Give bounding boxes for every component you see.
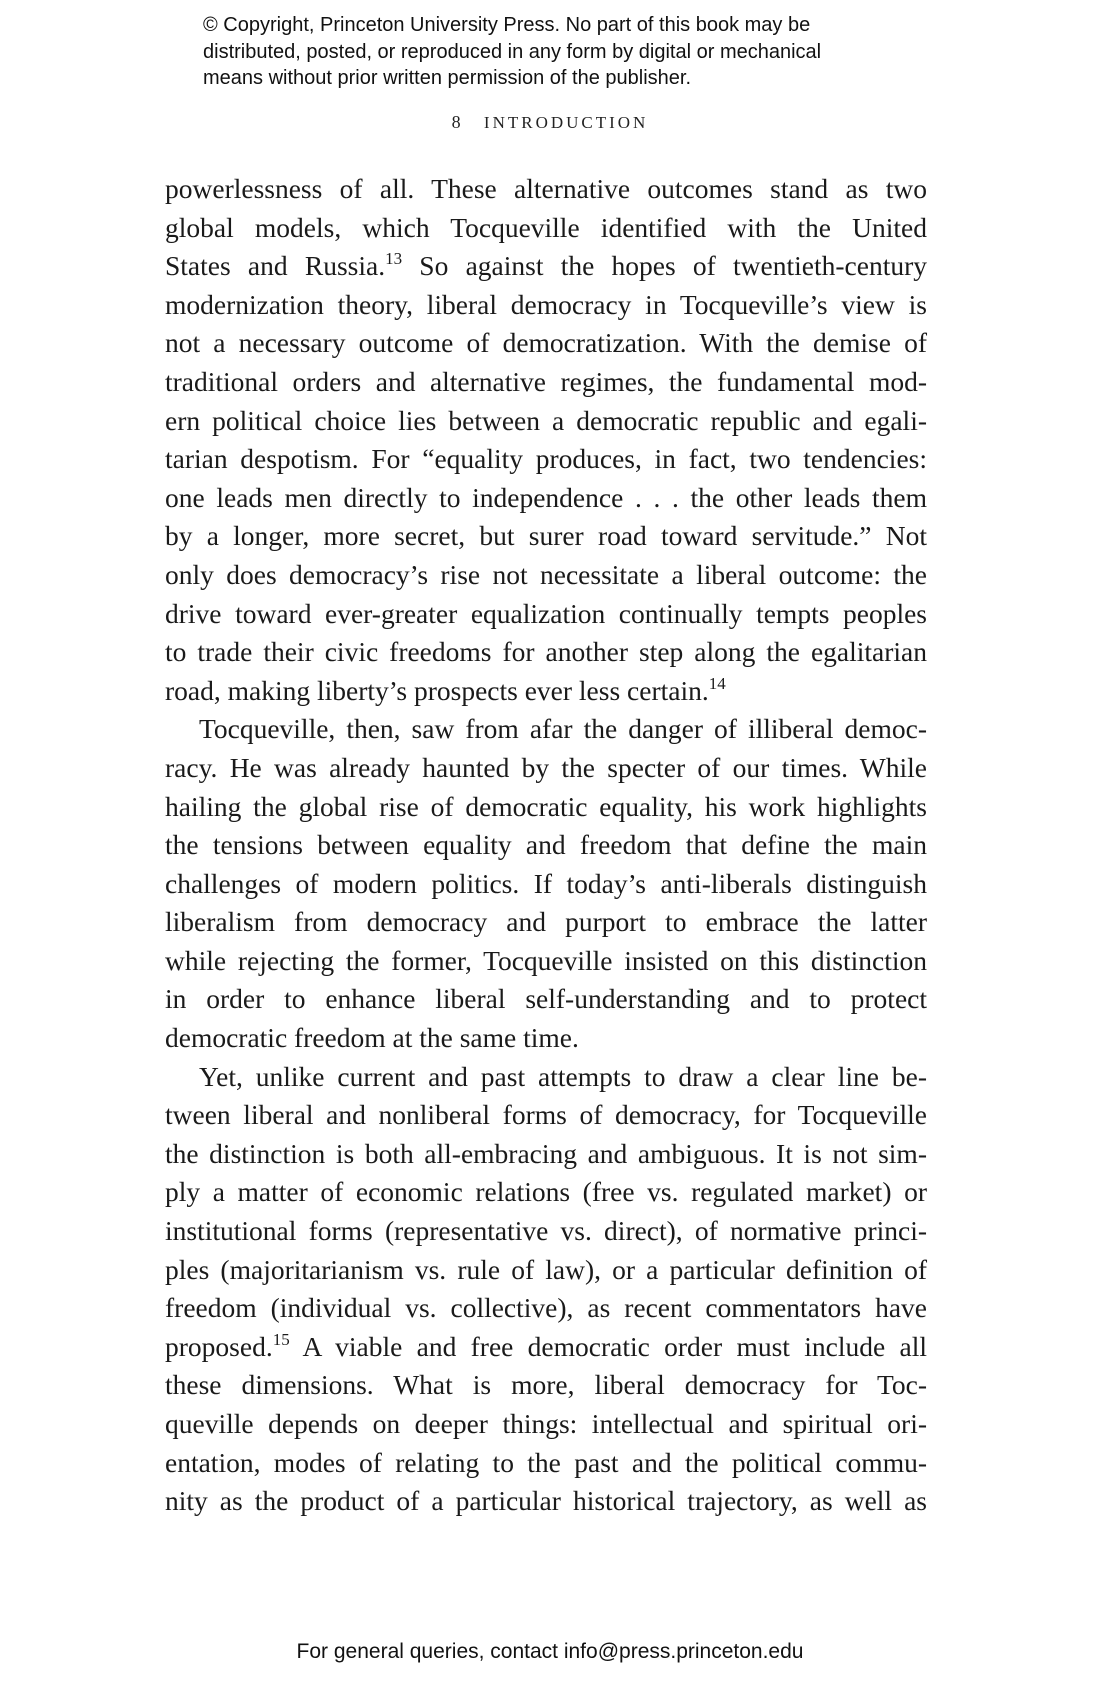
footnote-ref: 13	[385, 249, 403, 269]
text-fragment: So against the hopes of twentieth-century	[402, 250, 927, 282]
text-fragment: A viable and free democratic order must include all	[289, 1330, 927, 1362]
text-line: while rejecting the former, Tocqueville insisted on this distinction	[165, 944, 927, 976]
text-line: in order to enhance liberal self-understanding and to protect	[165, 983, 927, 1015]
text-line: freedom (individual vs. collective), as recent commentators have	[165, 1292, 927, 1324]
text-line: traditional orders and alternative regimes, the fundamental mod-	[165, 365, 927, 397]
text-line: tarian despotism. For “equality produces, in fact, two tendencies:	[165, 443, 927, 475]
text-line	[165, 672, 927, 711]
text-line: Yet, unlike current and past attempts to draw a clear line be-	[199, 1060, 927, 1092]
running-head	[0, 112, 1100, 133]
footnote-ref: 15	[272, 1329, 290, 1349]
text-line: these dimensions. What is more, liberal democracy for Toc-	[165, 1369, 927, 1401]
text-line: powerlessness of all. These alternative outcomes stand as two	[165, 173, 927, 204]
text-line: challenges of modern politics. If today’s anti-liberals distinguish	[165, 867, 927, 899]
footer-contact: For general queries, contact info@press.princeton.edu	[296, 1640, 804, 1663]
text-line: by a longer, more secret, but surer road toward servitude.” Not	[165, 520, 927, 552]
text-line: one leads men directly to independence . . . the other leads them	[165, 481, 927, 513]
page-number: 8	[451, 112, 461, 132]
text-line	[165, 1328, 927, 1367]
text-line: hailing the global rise of democratic equality, his work highlights	[165, 790, 927, 822]
text-line: the tensions between equality and freedom that define the main	[165, 829, 927, 861]
text-line: ples (majoritarianism vs. rule of law), or a particular definition of	[165, 1253, 927, 1285]
text-fragment: road, making liberty’s prospects ever less certain.	[165, 674, 709, 706]
text-line: institutional forms (representative vs. direct), of normative princi-	[165, 1215, 927, 1247]
text-line: liberalism from democracy and purport to embrace the latter	[165, 906, 927, 938]
text-fragment: proposed.	[165, 1330, 273, 1362]
text-line: democratic freedom at the same time.	[165, 1022, 579, 1054]
text-line: queville depends on deeper things: intellectual and spiritual ori-	[165, 1408, 927, 1439]
text-line: entation, modes of relating to the past and the political commu-	[165, 1446, 927, 1478]
text-line: the distinction is both all-embracing and ambiguous. It is not sim-	[165, 1137, 927, 1169]
text-line: global models, which Tocqueville identified with the United	[165, 211, 927, 243]
text-line: ply a matter of economic relations (free vs. regulated market) or	[165, 1176, 927, 1208]
text-line: racy. He was already haunted by the specter of our times. While	[165, 751, 927, 783]
footnote-ref: 14	[708, 673, 726, 693]
copyright-line: distributed, posted, or reproduced in any form by digital or mechanical	[203, 40, 822, 63]
text-line: to trade their civic freedoms for another step along the egalitarian	[165, 636, 927, 668]
copyright-line: means without prior written permission of the publisher.	[203, 67, 692, 89]
text-fragment: States and Russia.	[165, 250, 386, 282]
text-line: nity as the product of a particular historical trajectory, as well as	[165, 1485, 927, 1517]
copyright-notice	[203, 12, 923, 92]
text-line: drive toward ever-greater equalization continually tempts peoples	[165, 597, 927, 629]
text-line: ern political choice lies between a democratic republic and egali-	[165, 404, 927, 436]
text-line: not a necessary outcome of democratization. With the demise of	[165, 327, 927, 359]
text-line	[165, 247, 927, 286]
text-line: only does democracy’s rise not necessitate a liberal outcome: the	[165, 558, 927, 590]
section-title: INTRODUCTION	[483, 113, 649, 132]
body-text	[165, 170, 927, 1521]
text-line: modernization theory, liberal democracy in Tocqueville’s view is	[165, 288, 927, 320]
copyright-line: © Copyright, Princeton University Press. No part of this book may be	[203, 14, 811, 36]
text-line: Tocqueville, then, saw from afar the danger of illiberal democ-	[199, 713, 927, 745]
text-line: tween liberal and nonliberal forms of democracy, for Tocqueville	[165, 1099, 927, 1131]
